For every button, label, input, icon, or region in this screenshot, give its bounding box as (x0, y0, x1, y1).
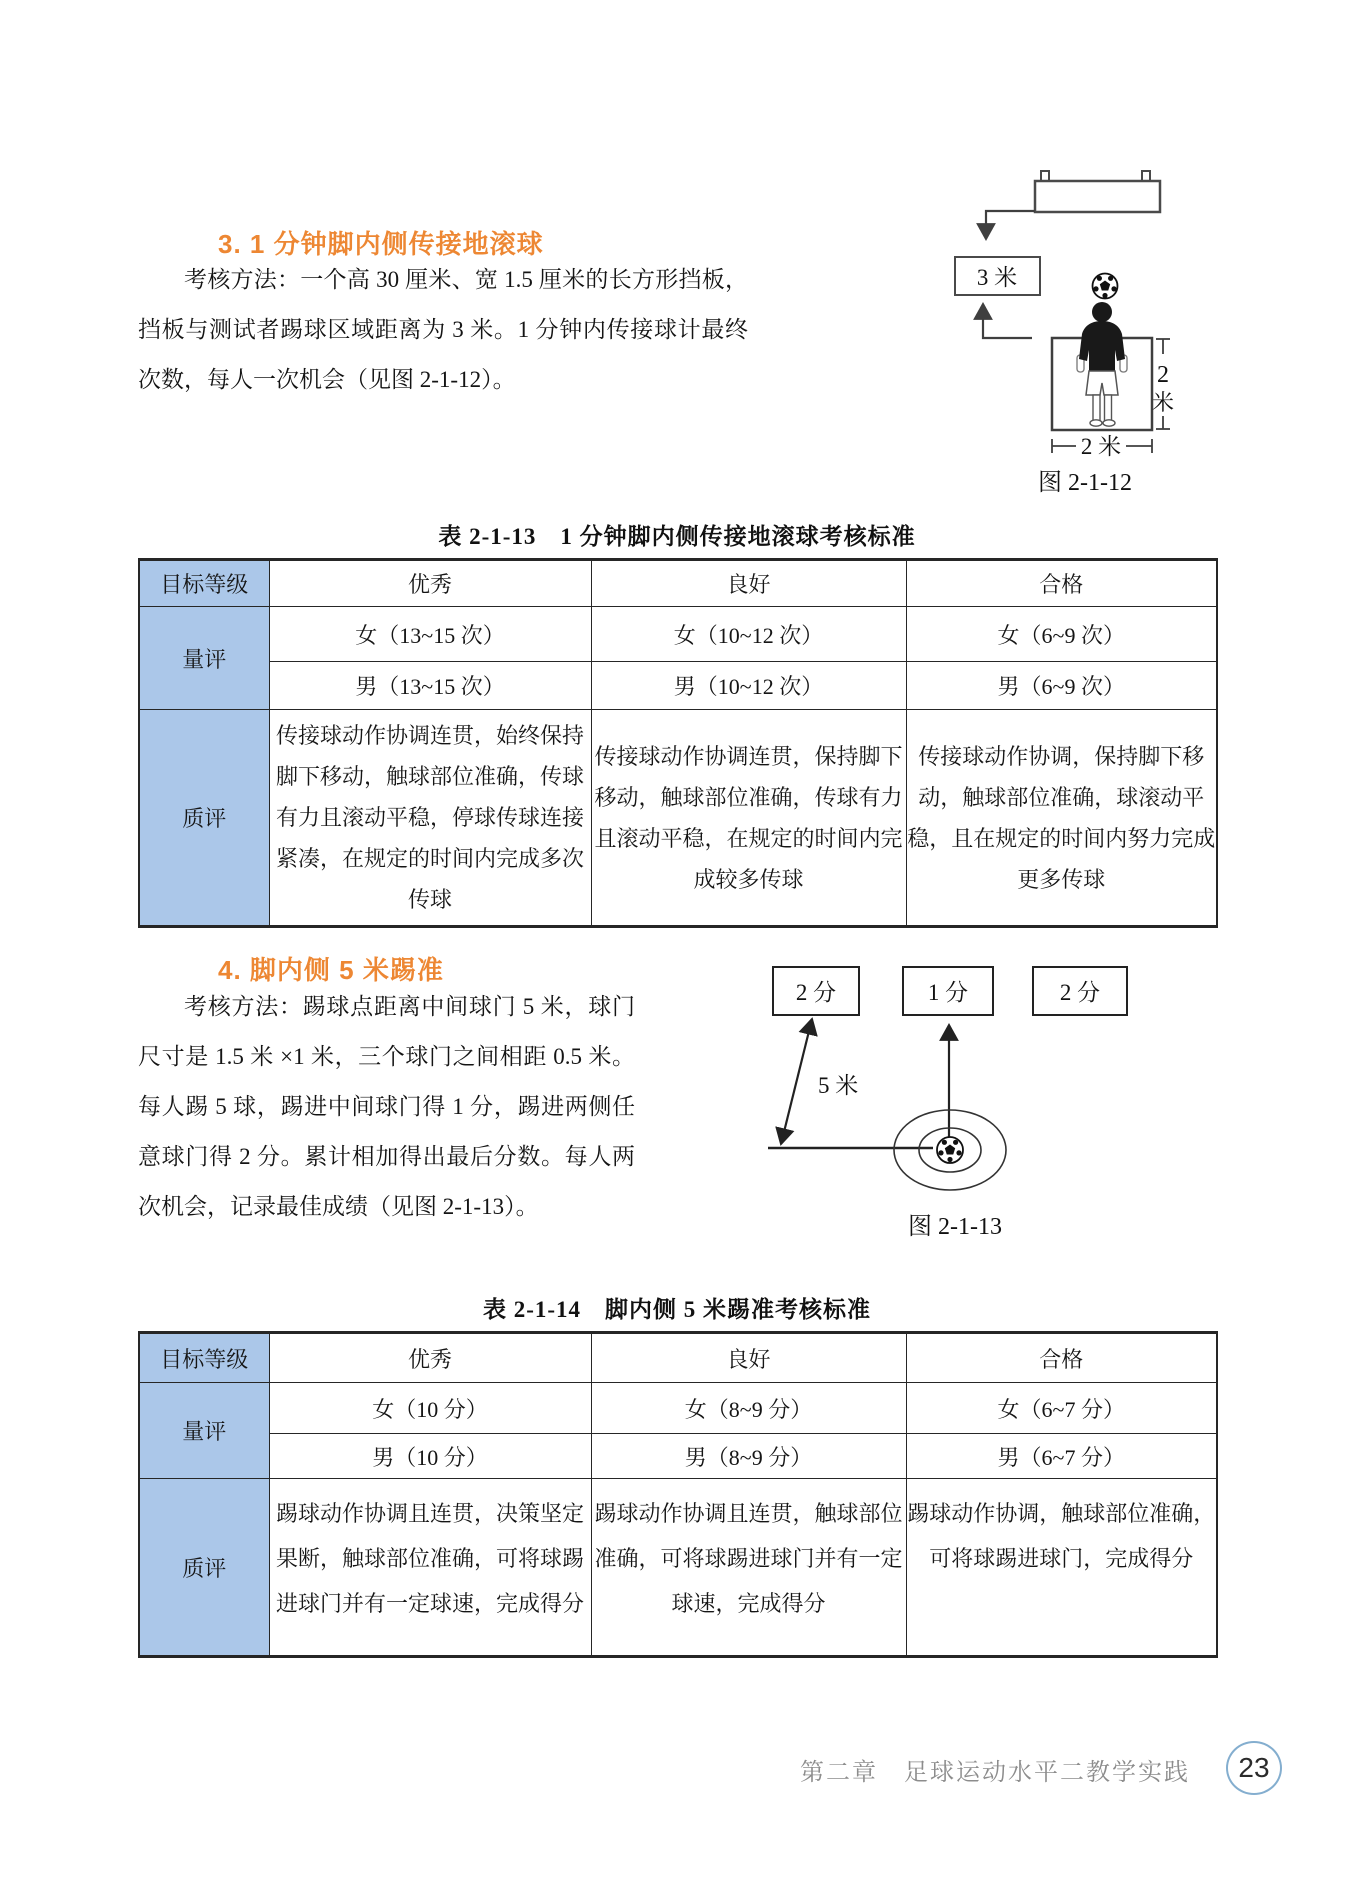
section-4-body: 考核方法：踢球点距离中间球门 5 米，球门尺寸是 1.5 米 ×1 米，三个球门之间相距 0.5 米。每人踢 5 球，踢进中间球门得 1 分，踢进两侧任意球门得 2 分。累计相加得出最后分数。每人两次机会，记录最佳成绩（见图 2-1-13）。 (138, 994, 635, 1219)
dimension-bottom-label: 2 米 (1080, 434, 1122, 459)
table-cell: 女（13~15 次） (269, 607, 591, 662)
goal-right-label: 2 分 (1059, 980, 1101, 1005)
dimension-right-unit: 米 (1151, 390, 1175, 415)
table-cell: 男（10 分） (269, 1434, 591, 1479)
section-4-heading: 4. 脚内侧 5 米踢准 (218, 955, 444, 985)
page-number: 23 (1238, 1752, 1270, 1783)
table-cell: 男（8~9 分） (591, 1434, 906, 1479)
section-3-heading: 3. 1 分钟脚内侧传接地滚球 (218, 229, 544, 259)
qual-cell-excellent: 踢球动作协调且连贯，决策坚定果断，触球部位准确，可将球踢进球门并有一定球速，完成得分 (269, 1479, 591, 1657)
quant-label-cell: 量评 (139, 607, 269, 710)
table-cell: 女（10 分） (269, 1383, 591, 1434)
table-cell: 女（6~9 次） (906, 607, 1217, 662)
footer-chapter-title: 第二章 足球运动水平二教学实践 (800, 1759, 1190, 1786)
page-number-badge (1226, 1741, 1282, 1795)
header-cell-excellent: 优秀 (269, 1333, 591, 1383)
qual-cell-excellent: 传接球动作协调连贯，始终保持脚下移动，触球部位准确，传球有力且滚动平稳，停球传球连接紧凑，在规定的时间内完成多次传球 (269, 710, 591, 927)
table-header-row (139, 560, 1217, 607)
figure-2-1-12-diagram (790, 140, 1230, 472)
table-cell: 男（6~9 次） (906, 662, 1217, 710)
arrow-5m-distance (781, 1019, 812, 1144)
qual-cell-good: 踢球动作协调且连贯，触球部位准确，可将球踢进球门并有一定球速，完成得分 (591, 1479, 906, 1657)
header-cell-pass: 合格 (906, 560, 1217, 607)
table-row-quant-male (139, 1434, 1217, 1479)
table-2-1-14 (138, 1331, 1218, 1658)
header-cell-good: 良好 (591, 560, 906, 607)
table-2-1-13-title: 表 2-1-13 1 分钟脚内侧传接地滚球考核标准 (438, 524, 916, 549)
table-cell: 女（6~7 分） (906, 1383, 1217, 1434)
goal-center-label: 1 分 (927, 980, 969, 1005)
table-cell: 男（13~15 次） (269, 662, 591, 710)
header-cell-excellent: 优秀 (269, 560, 591, 607)
header-cell-level: 目标等级 (139, 560, 269, 607)
table-cell: 女（8~9 分） (591, 1383, 906, 1434)
rebound-board (1035, 181, 1160, 212)
qual-label-cell: 质评 (139, 1479, 269, 1657)
section-3-body: 考核方法：一个高 30 厘米、宽 1.5 厘米的长方形挡板，挡板与测试者踢球区域距离为 3 米。1 分钟内传接球计最终次数，每人一次机会（见图 2-1-12）。 (138, 267, 748, 392)
table-row-quant-female (139, 607, 1217, 662)
distance-5m-label: 5 米 (818, 1073, 859, 1098)
quant-label-cell: 量评 (139, 1383, 269, 1479)
table-2-1-13 (138, 558, 1218, 928)
figure-2-1-13-caption: 图 2-1-13 (908, 1214, 1002, 1240)
arrow-square-to-distance (983, 304, 1032, 338)
table-cell: 女（10~12 次） (591, 607, 906, 662)
distance-label: 3 米 (976, 265, 1018, 290)
table-header-row (139, 1333, 1217, 1383)
qual-cell-pass: 踢球动作协调，触球部位准确，可将球踢进球门，完成得分 (906, 1479, 1217, 1657)
soccer-ball-icon (1093, 274, 1118, 299)
figure-2-1-13-diagram (700, 950, 1180, 1210)
qual-cell-pass: 传接球动作协调，保持脚下移动，触球部位准确，球滚动平稳，且在规定的时间内努力完成更多传球 (906, 710, 1217, 927)
table-row-quant-female (139, 1383, 1217, 1434)
qual-label-cell: 质评 (139, 710, 269, 927)
table-cell: 男（10~12 次） (591, 662, 906, 710)
table-cell: 男（6~7 分） (906, 1434, 1217, 1479)
table-row-quant-male (139, 662, 1217, 710)
table-row-qual (139, 1479, 1217, 1657)
header-cell-level: 目标等级 (139, 1333, 269, 1383)
qual-cell-good: 传接球动作协调连贯，保持脚下移动，触球部位准确，传球有力且滚动平稳，在规定的时间内完成较多传球 (591, 710, 906, 927)
goal-left-label: 2 分 (795, 980, 837, 1005)
table-row-qual (139, 710, 1217, 927)
header-cell-good: 良好 (591, 1333, 906, 1383)
figure-2-1-12-caption: 图 2-1-12 (1038, 470, 1132, 496)
soccer-ball-icon (937, 1137, 963, 1163)
dimension-right-value: 2 (1157, 362, 1169, 388)
arrow-board-to-distance (986, 211, 1035, 239)
table-2-1-14-title: 表 2-1-14 脚内侧 5 米踢准考核标准 (482, 1297, 872, 1322)
header-cell-pass: 合格 (906, 1333, 1217, 1383)
